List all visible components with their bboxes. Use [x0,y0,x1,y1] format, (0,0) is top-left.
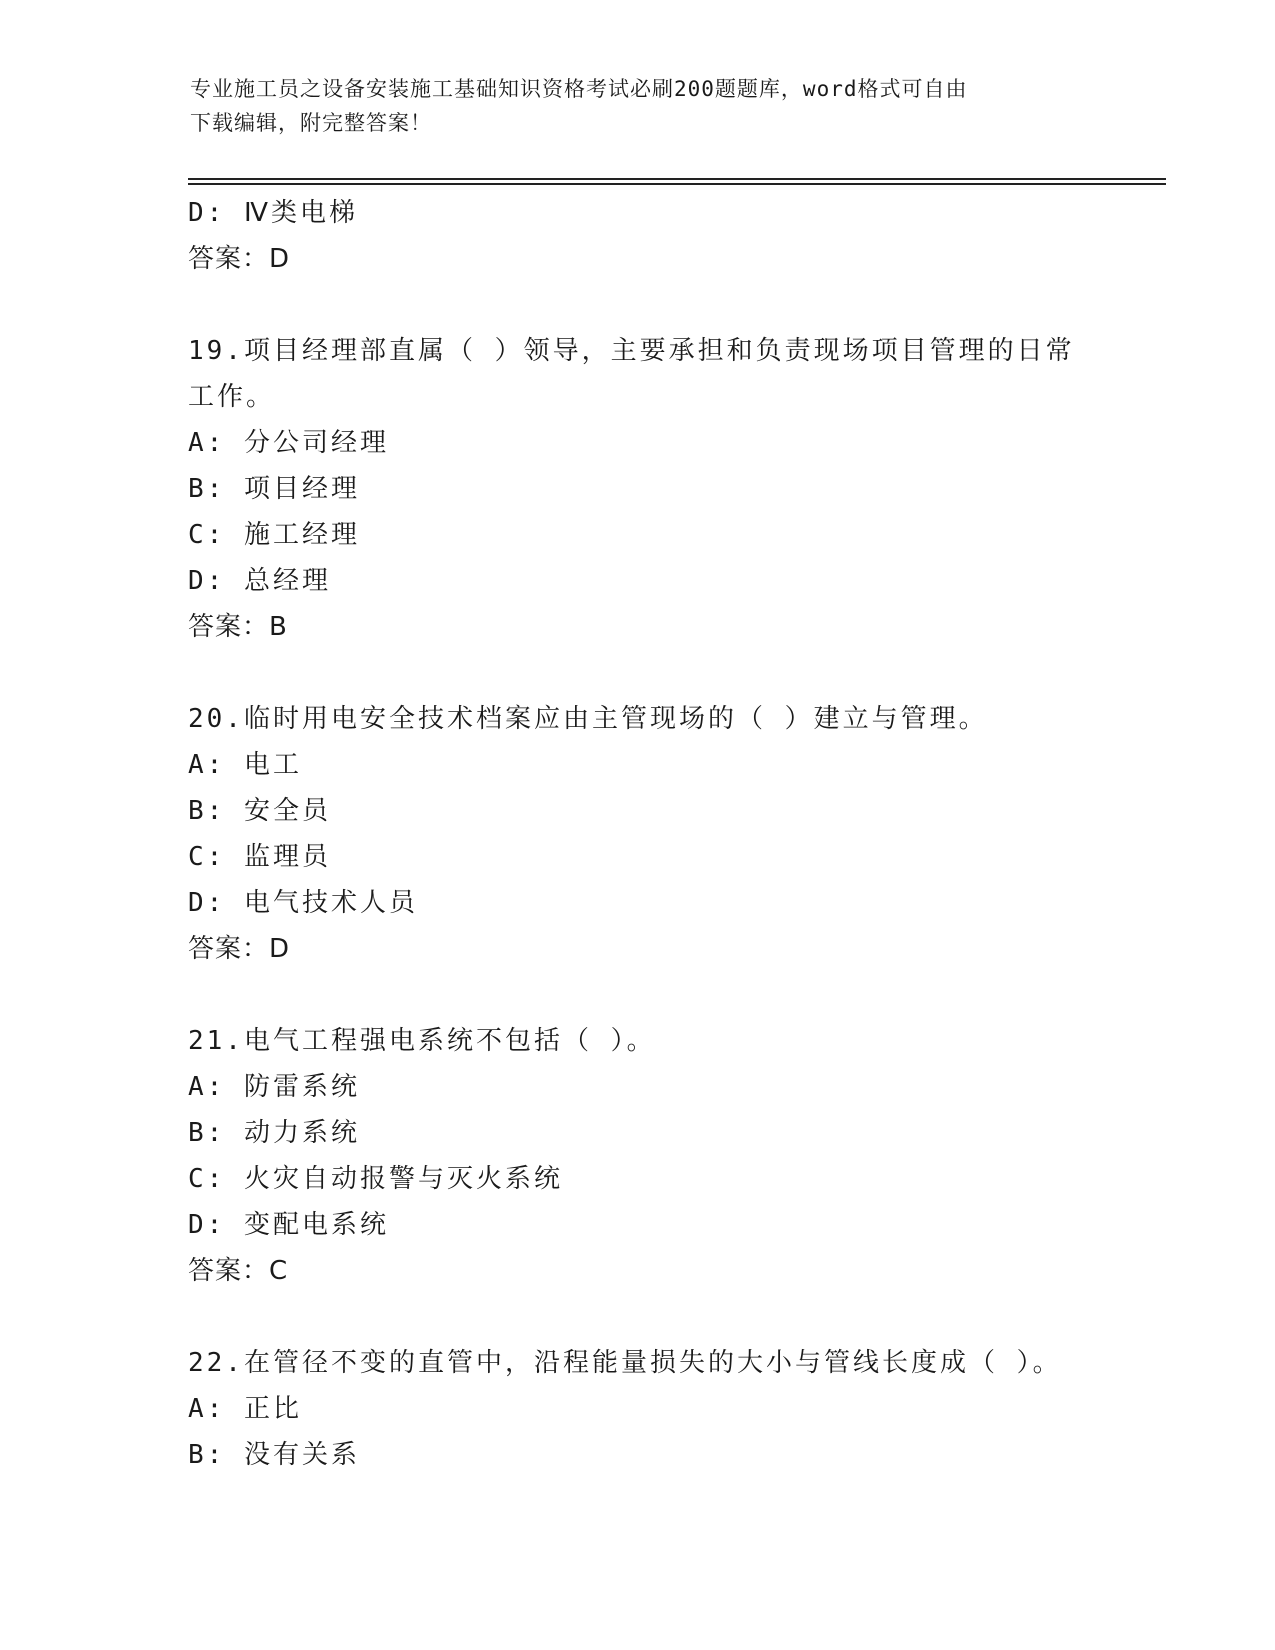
header-divider-bottom [188,183,1166,185]
answer-line: 答案：D [188,244,291,274]
option-d: D: 变配电系统 [188,1210,389,1240]
option-d: D: 总经理 [188,566,331,596]
header-line-2: 下载编辑，附完整答案！ [190,111,432,135]
option-b: B: 动力系统 [188,1118,360,1148]
previous-question-fragment [188,190,1088,282]
option-b: B: 没有关系 [188,1440,360,1470]
question-text-continued: 工作。 [188,382,276,412]
question-text: 21.电气工程强电系统不包括（ ）。 [188,1026,656,1056]
header-divider-top [188,178,1166,180]
option-c: C: 火灾自动报警与灭火系统 [188,1164,563,1194]
question-19 [188,328,1088,650]
option-d: D: Ⅳ类电梯 [188,198,358,228]
option-a: A: 正比 [188,1394,302,1424]
answer-line: 答案：D [188,934,291,964]
question-text: 20.临时用电安全技术档案应由主管现场的（ ）建立与管理。 [188,704,988,734]
answer-line: 答案：B [188,612,288,642]
header-line-1: 专业施工员之设备安装施工基础知识资格考试必刷200题题库，word格式可自由 [190,77,968,101]
question-22 [188,1340,1088,1478]
question-text: 19.项目经理部直属（ ）领导，主要承担和负责现场项目管理的日常 [188,336,1075,366]
question-21 [188,1018,1088,1294]
option-b: B: 项目经理 [188,474,360,504]
option-b: B: 安全员 [188,796,331,826]
option-a: A: 电工 [188,750,302,780]
document-header [190,72,1090,140]
answer-line: 答案：C [188,1256,289,1286]
option-a: A: 分公司经理 [188,428,389,458]
question-text: 22.在管径不变的直管中，沿程能量损失的大小与管线长度成（ ）。 [188,1348,1062,1378]
option-d: D: 电气技术人员 [188,888,418,918]
question-list [188,190,1088,1478]
option-a: A: 防雷系统 [188,1072,360,1102]
option-c: C: 监理员 [188,842,331,872]
option-c: C: 施工经理 [188,520,360,550]
question-20 [188,696,1088,972]
